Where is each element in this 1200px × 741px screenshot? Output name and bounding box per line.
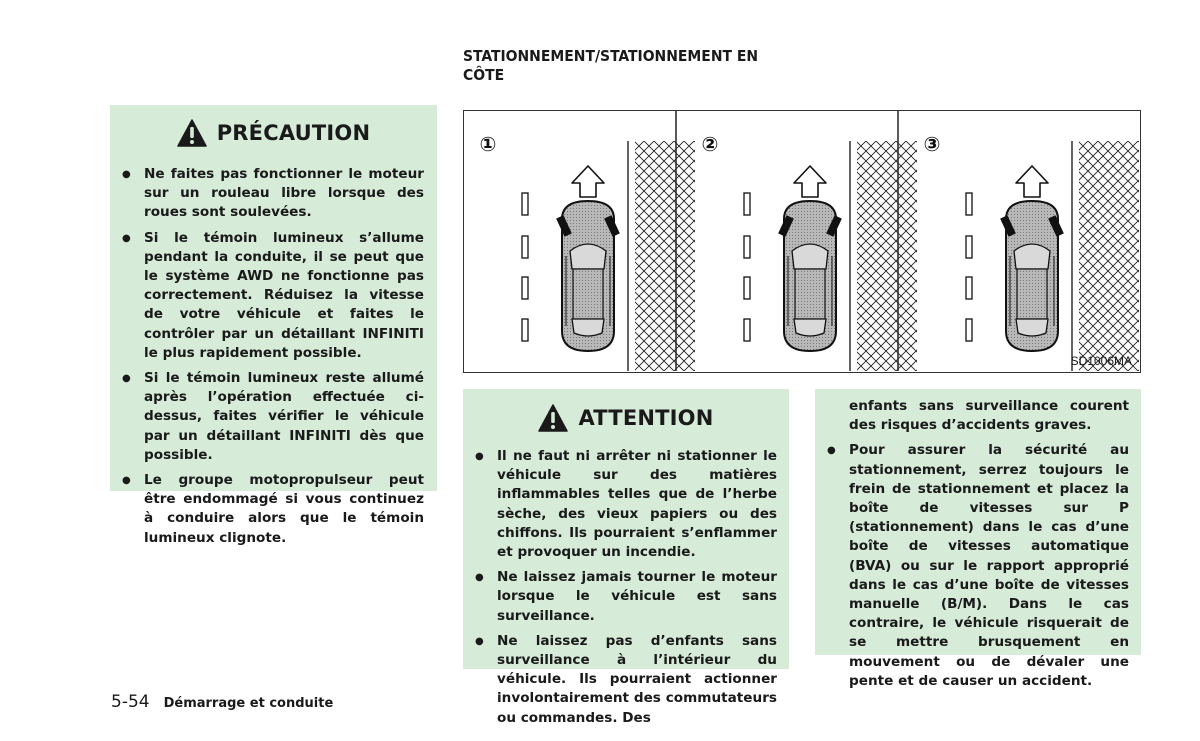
section-title: STATIONNEMENT/STATIONNEMENT EN CÔTE xyxy=(463,47,759,84)
list-item: ● Le groupe motopropulseur peut être endommagé si vous continuez à conduire alors que le témoin lumineux clignote. xyxy=(110,471,424,548)
list-item: ● Ne faites pas fonctionner le moteur sur un rouleau libre lorsque des roues sont soulevées. xyxy=(110,165,424,223)
precaution-title: PRÉCAUTION xyxy=(216,121,371,145)
list-item: ● Ne laissez jamais tourner le moteur lorsque le véhicule est sans surveillance. xyxy=(463,568,777,626)
attention-list xyxy=(463,447,789,728)
attention-continued-box xyxy=(815,389,1141,689)
up-arrow-icon xyxy=(794,166,826,197)
slope-hatch xyxy=(1079,141,1139,371)
warning-icon xyxy=(177,119,207,147)
list-item: ● Si le témoin lumineux reste allumé après l’opération effectuée ci-dessus, faites vérifier le véhicule par un détaillant INFINITI dès que possible. xyxy=(110,369,424,465)
lane-dash xyxy=(744,277,750,299)
lane-dash xyxy=(522,319,528,341)
precaution-list xyxy=(110,161,437,548)
lane-dash xyxy=(522,193,528,215)
parking-figure xyxy=(463,110,1141,373)
attention-title: ATTENTION xyxy=(578,406,714,430)
attention-box xyxy=(463,389,789,726)
slope-hatch xyxy=(635,141,695,371)
up-arrow-icon xyxy=(572,166,604,197)
car-icon xyxy=(1000,201,1064,351)
parking-panel xyxy=(676,111,917,371)
lane-dash xyxy=(966,193,972,215)
precaution-box xyxy=(110,105,437,546)
lane-dash xyxy=(522,277,528,299)
warning-icon xyxy=(538,404,568,432)
parking-illustration xyxy=(464,111,1139,371)
slope-hatch xyxy=(857,141,917,371)
lane-dash xyxy=(744,193,750,215)
list-item: ● Il ne faut ni arrêter ni stationner le véhicule sur des matières inflammables telles que de l’herbe sèche, des vieux papiers ou des chiffons. Ils pourraient s’enflammer et provoquer un incendie. xyxy=(463,447,777,562)
chapter-title: Démarrage et conduite xyxy=(163,696,334,711)
lane-dash xyxy=(966,319,972,341)
up-arrow-icon xyxy=(1016,166,1048,197)
car-icon xyxy=(778,201,842,351)
attention-header xyxy=(463,389,789,447)
list-item: ● Pour assurer la sécurité au stationnement, serrez toujours le frein de stationnement et placez la boîte de vitesses sur P (stationnement) dans le cas d’une boîte de vitesses automatique (BVA) ou sur le rapport approprié dans le cas d’une boîte de vitesses manuelle (B/M). Dans le cas contraire, le véhicule risquerait de se mettre brusquement en mouvement ou de dévaler une pente et de causer un accident. xyxy=(815,441,1129,691)
panel-number: ① xyxy=(479,132,497,156)
page-footer xyxy=(111,692,333,712)
parking-panel xyxy=(480,132,695,371)
panel-number: ③ xyxy=(923,132,941,156)
lane-dash xyxy=(744,319,750,341)
parking-panel xyxy=(898,111,1139,371)
list-item: ● Ne laissez pas d’enfants sans surveillance à l’intérieur du véhicule. Ils pourraient actionner involontairement des commutateurs ou commandes. Des xyxy=(463,632,777,728)
precaution-header xyxy=(110,105,437,161)
attention-list-continued xyxy=(815,441,1141,691)
lane-dash xyxy=(744,236,750,258)
list-item: ● Si le témoin lumineux s’allume pendant la conduite, il se peut que le système AWD ne fonctionne pas correctement. Réduisez la vitesse de votre véhicule et faites le contrôler par un détaillant INFINITI le plus rapidement possible. xyxy=(110,229,424,363)
car-icon xyxy=(556,201,620,351)
continued-text: enfants sans surveillance courent des risques d’accidents graves. xyxy=(849,398,1129,434)
panel-number: ② xyxy=(701,132,719,156)
lane-dash xyxy=(966,236,972,258)
lane-dash xyxy=(522,236,528,258)
lane-dash xyxy=(966,277,972,299)
figure-code: SD1006MA xyxy=(1070,354,1132,368)
page-number: 5-54 xyxy=(111,692,150,712)
